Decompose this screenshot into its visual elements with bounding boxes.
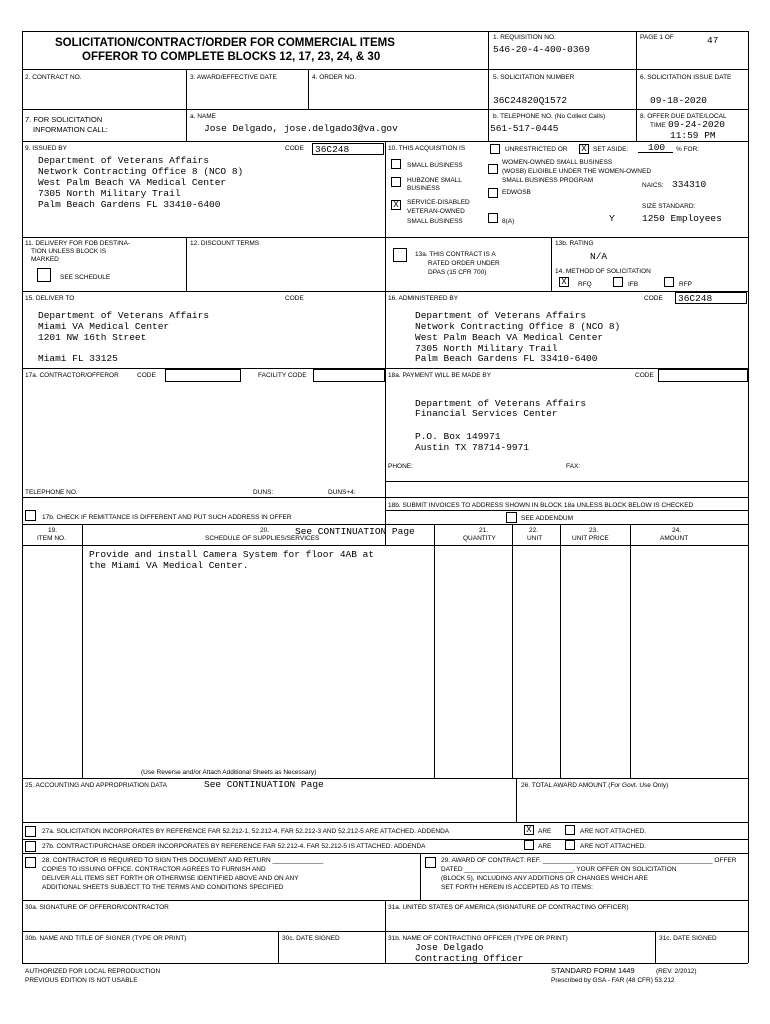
wosb-label-2: (WOSB) ELIGIBLE UNDER THE WOMEN-OWNED [502,168,652,175]
requisition-value[interactable]: 546-20-4-400-0369 [493,44,590,55]
ifb-checkbox[interactable] [613,277,623,287]
29-line-4: SET FORTH HEREIN IS ACCEPTED AS TO ITEMS: [441,884,593,891]
facility-code-label: FACILITY CODE [258,372,307,379]
sdvosb-label-3: SMALL BUSINESS [407,218,463,225]
administered-code-value[interactable]: 36C248 [678,293,713,304]
signature-offeror-label: 30a. SIGNATURE OF OFFEROR/CONTRACTOR [25,904,169,911]
27b-checkbox[interactable] [25,841,36,852]
total-award-label: 26. TOTAL AWARD AMOUNT (For Govt. Use Only) [521,782,669,789]
prescribed-note: Prescribed by GSA - FAR (48 CFR) 53.212 [551,977,675,984]
deliver-to-line-3: 1201 NW 16th Street [38,332,147,343]
unrestricted-label: UNRESTRICTED OR [505,146,568,153]
set-aside-checkbox[interactable]: X [579,144,589,154]
rfp-label: RFP [679,281,692,288]
signer-name-label: 30b. NAME AND TITLE OF SIGNER (TYPE OR PRINT) [25,935,187,942]
col23-label: UNIT PRICE [572,535,609,542]
signer-date-label: 30c. DATE SIGNED [282,935,340,942]
28-line-4: ADDITIONAL SHEETS SUBJECT TO THE TERMS AND CONDITIONS SPECIFIED [42,884,284,891]
y-mark: Y [609,213,615,224]
submit-invoices-label: 18b. SUBMIT INVOICES TO ADDRESS SHOWN IN BLOCK 18a UNLESS BLOCK BELOW IS CHECKED [388,502,694,509]
solicitation-number-label: 5. SOLICITATION NUMBER [493,74,575,81]
set-aside-label: SET ASIDE: [593,146,629,153]
hubzone-label: HUBZONE SMALL [407,177,462,184]
naics-value[interactable]: 334310 [672,179,707,190]
contractor-label: 17a. CONTRACTOR/OFFEROR [25,372,119,379]
signature-officer-label: 31a. UNITED STATES OF AMERICA (SIGNATURE OF CONTRACTING OFFICER) [388,904,629,911]
reverse-note: (Use Reverse and/or Attach Additional Sheets as Necessary) [141,769,317,776]
info-call-label-2: INFORMATION CALL: [33,125,108,134]
col23-num: 23. [589,527,599,534]
issued-by-line-1: Department of Veterans Affairs [38,155,210,166]
offer-due-date[interactable]: 09-24-2020 [668,119,726,130]
small-business-checkbox[interactable] [391,159,401,169]
issued-by-label: 9. ISSUED BY [25,145,67,152]
order-no-label: 4. ORDER NO. [312,74,357,81]
telephone-no-label: TELEPHONE NO. [25,489,78,496]
29-line-2: DATED ______________________________. YOUR OFFER ON SOLICITATION [441,866,677,873]
27a-not-attached-checkbox[interactable] [565,825,575,835]
27b-are-label: ARE [538,843,552,850]
ifb-label: IFB [628,281,639,288]
rated-order-label: 13a. THIS CONTRACT IS A [415,251,496,258]
remittance-checkbox[interactable] [25,510,36,521]
offer-due-time[interactable]: 11:59 PM [670,130,716,141]
wosb-label: WOMEN-OWNED SMALL BUSINESS [502,159,613,166]
27a-label: 27a. SOLICITATION INCORPORATES BY REFERENCE FAR 52.212-1, 52.212-4. FAR 52.212-3 AND 52.212-5 ARE ATTACHED. ADDENDA [42,828,450,835]
issued-by-code-value[interactable]: 36C248 [315,144,350,155]
rfq-checkbox[interactable]: X [559,277,569,287]
col20-label: SCHEDULE OF SUPPLIES/SERVICES [205,535,320,542]
rated-order-label-2: RATED ORDER UNDER [428,260,500,267]
hubzone-label-2: BUSINESS [407,185,440,192]
fob-label-2: TION UNLESS BLOCK IS [31,248,107,255]
naics-label: NAICS: [642,182,664,189]
payment-line-2: Financial Services Center [415,408,558,419]
27b-label: 27b. CONTRACT/PURCHASE ORDER INCORPORATES BY REFERENCE FAR 52.212-4. FAR 52.212-5 IS ATTACHED. ADDENDA [42,843,426,850]
telephone-label: b. TELEPHONE NO. (No Collect Calls) [493,113,606,120]
addendum-checkbox[interactable] [506,512,517,523]
facility-code-field[interactable] [313,369,385,382]
administered-code-label: CODE [644,295,663,302]
contract-no-label: 2. CONTRACT NO. [25,74,82,81]
rated-order-checkbox[interactable] [393,248,407,262]
deliver-to-line-5: Miami FL 33125 [38,353,118,364]
acquisition-label: 10. THIS ACQUISITION IS [388,145,466,152]
set-aside-percent[interactable]: 100 [648,142,666,153]
27a-are-checkbox[interactable]: X [524,825,534,835]
payment-code-field[interactable] [658,369,748,382]
form-subtitle: OFFEROR TO COMPLETE BLOCKS 12, 17, 23, 24, & 30 [82,51,381,63]
col22-label: UNIT [527,535,543,542]
size-standard-value[interactable]: 1250 Employees [642,213,722,224]
rating-value[interactable]: N/A [590,251,608,262]
administered-line-2: Network Contracting Office 8 (NCO 8) [415,321,621,332]
col24-label: AMOUNT [660,535,689,542]
27b-are-checkbox[interactable] [524,840,534,850]
28-line-1: 28. CONTRACTOR IS REQUIRED TO SIGN THIS DOCUMENT AND RETURN ______________ [42,857,324,864]
officer-title-value[interactable]: Contracting Officer [415,953,524,964]
issued-by-line-5: Palm Beach Gardens FL 33410-6400 [38,199,221,210]
form-name: STANDARD FORM 1449 [551,966,635,975]
administered-line-5: Palm Beach Gardens FL 33410-6400 [415,353,598,364]
remittance-label: 17b. CHECK IF REMITTANCE IS DIFFERENT AND PUT SUCH ADDRESS IN OFFER [42,514,292,521]
name-label: a. NAME [190,113,217,120]
edwosb-checkbox[interactable] [488,188,498,198]
payment-label: 18a. PAYMENT WILL BE MADE BY [388,372,492,379]
officer-name-value[interactable]: Jose Delgado [415,942,484,953]
payment-line-5: Austin TX 78714-9971 [415,442,530,453]
issued-by-line-2: Network Contracting Office 8 (NCO 8) [38,166,244,177]
29-line-3: (BLOCK 5), INCLUDING ANY ADDITIONS OR CHANGES WHICH ARE [441,875,648,882]
issued-by-line-3: West Palm Beach VA Medical Center [38,177,227,188]
phone-label: PHONE: [388,463,413,470]
rated-order-label-3: DPAS (15 CFR 700) [428,269,487,276]
27a-not-attached-label: ARE NOT ATTACHED. [580,828,647,835]
administered-by-label: 16. ADMINISTERED BY [388,295,459,302]
payment-code-label: CODE [635,372,654,379]
small-business-label: SMALL BUSINESS [407,162,463,169]
29-line-1: 29. AWARD OF CONTRACT: REF. _______________________________________________ OFFER [441,857,737,864]
addendum-label: SEE ADDENDUM [521,515,574,522]
percent-for-label: % FOR: [676,146,700,153]
wosb-label-3: SMALL BUSINESS PROGRAM [502,177,594,184]
issued-by-line-4: 7305 North Military Trail [38,188,181,199]
hubzone-checkbox[interactable] [391,177,401,187]
27a-are-label: ARE [538,828,552,835]
col21-num: 21. [479,527,489,534]
page-total: 47 [707,35,719,46]
see-schedule-label: SEE SCHEDULE [60,274,111,281]
deliver-to-label: 15. DELIVER TO [25,295,75,302]
29-checkbox[interactable] [425,857,436,868]
telephone-value[interactable]: 561-517-0445 [490,123,559,134]
accounting-value: See CONTINUATION Page [204,779,324,790]
form-revision: (REV. 2/2012) [656,968,697,975]
deliver-to-line-1: Department of Veterans Affairs [38,310,210,321]
sdvosb-label: SERVICE-DISABLED [407,199,470,206]
col19-label: ITEM NO. [37,535,66,542]
officer-name-label: 31b. NAME OF CONTRACTING OFFICER (TYPE OR PRINT) [388,935,568,942]
contact-name-value[interactable]: Jose Delgado, jose.delgado3@va.gov [204,123,398,134]
duns4-label: DUNS+4: [328,489,356,496]
col22-num: 22. [529,527,539,534]
col20-note: See CONTINUATION Page [295,526,415,537]
accounting-label: 25. ACCOUNTING AND APPROPRIATION DATA [25,782,167,789]
offer-due-label: 8. OFFER DUE DATE/LOCAL [640,113,727,120]
solicitation-number-value[interactable]: 36C24820Q1572 [493,95,568,106]
time-label: TIME [650,122,666,129]
officer-date-label: 31c. DATE SIGNED [659,935,717,942]
rfq-label: RFQ [578,281,592,288]
administered-line-1: Department of Veterans Affairs [415,310,587,321]
administered-line-3: West Palm Beach VA Medical Center [415,332,604,343]
administered-line-4: 7305 North Military Trail [415,343,558,354]
issue-date-value[interactable]: 09-18-2020 [650,95,708,106]
28-line-3: DELIVER ALL ITEMS SET FORTH OR OTHERWISE IDENTIFIED ABOVE AND ON ANY [42,875,299,882]
27a-checkbox[interactable] [25,826,36,837]
8a-label: 8(A) [502,218,515,225]
wosb-checkbox[interactable] [488,164,498,174]
info-call-label: 7. FOR SOLICITATION [25,115,103,124]
8a-checkbox[interactable] [488,213,498,223]
method-label: 14. METHOD OF SOLICITATION [555,268,651,275]
see-schedule-checkbox[interactable] [37,268,51,282]
issue-date-label: 6. SOLICITATION ISSUE DATE [640,74,732,81]
discount-terms-label: 12. DISCOUNT TERMS [190,240,260,247]
issued-by-code-label: CODE [285,145,304,152]
previous-edition-note: PREVIOUS EDITION IS NOT USABLE [25,977,138,984]
deliver-to-line-2: Miami VA Medical Center [38,321,170,332]
col24-num: 24. [672,527,682,534]
rating-label: 13b. RATING [555,240,594,247]
award-date-label: 3. AWARD/EFFECTIVE DATE [190,74,277,81]
size-standard-label: SIZE STANDARD: [642,203,696,210]
authorized-note: AUTHORIZED FOR LOCAL REPRODUCTION [25,968,161,975]
payment-line-1: Department of Veterans Affairs [415,398,587,409]
payment-line-4: P.O. Box 149971 [415,431,501,442]
fax-label: FAX: [566,463,581,470]
sdvosb-label-2: VETERAN-OWNED [407,208,465,215]
contractor-code-label: CODE [137,372,156,379]
contractor-code-field[interactable] [165,369,241,382]
27b-not-attached-checkbox[interactable] [565,840,575,850]
rfp-checkbox[interactable] [664,277,674,287]
col21-label: QUANTITY [463,535,496,542]
28-checkbox[interactable] [25,857,36,868]
fob-label-3: MARKED [31,256,59,263]
duns-label: DUNS: [253,489,274,496]
item-description-1: Provide and install Camera System for floor 4AB at [89,549,375,560]
page-label: PAGE 1 OF [640,34,674,41]
requisition-label: 1. REQUISITION NO. [493,34,556,41]
col19-num: 19. [48,527,58,534]
edwosb-label: EDWOSB [502,189,531,196]
27b-not-attached-label: ARE NOT ATTACHED. [580,843,647,850]
item-description-2: the Miami VA Medical Center. [89,560,249,571]
fob-label: 11. DELIVERY FOR FOB DESTINA- [25,240,131,247]
sdvosb-checkbox[interactable]: X [391,200,401,210]
unrestricted-checkbox[interactable] [490,144,500,154]
deliver-to-code-label: CODE [285,295,304,302]
col20-num: 20. [260,527,270,534]
form-title: SOLICITATION/CONTRACT/ORDER FOR COMMERCIAL ITEMS [55,37,395,49]
28-line-2: COPIES TO ISSUING OFFICE. CONTRACTOR AGREES TO FURNISH AND [42,866,266,873]
